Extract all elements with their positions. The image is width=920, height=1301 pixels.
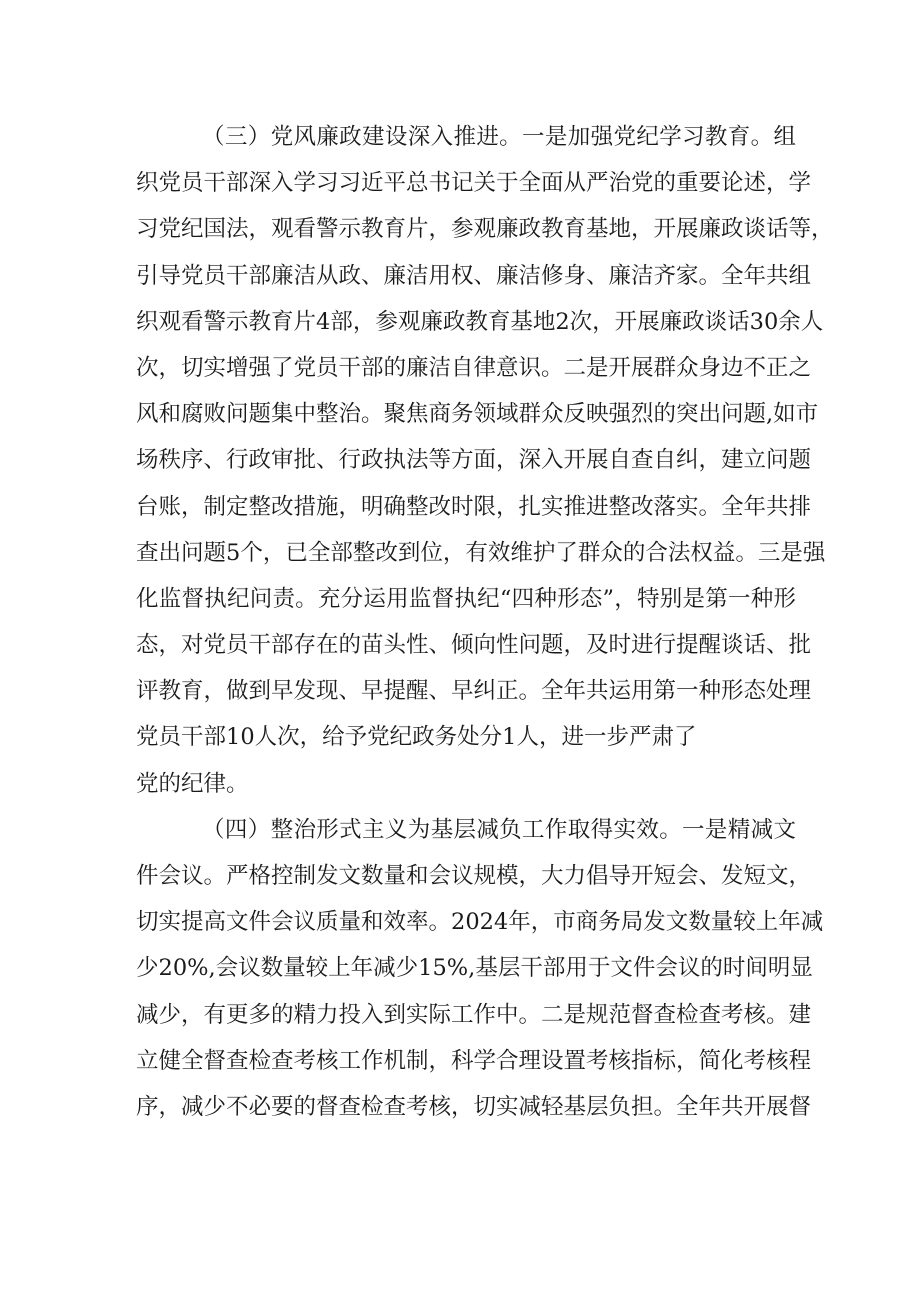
paragraph-line: 场秩序、行政审批、行政执法等方面，深入开展自查自纠，建立问题 xyxy=(136,447,812,474)
paragraph-line: （三）党风廉政建设深入推进。一是加强党纪学习教育。组 xyxy=(202,124,796,150)
document-body xyxy=(136,114,834,1130)
paragraph-line: 少20%,会议数量较上年减少15%,基层干部用于文件会议的时间明显 xyxy=(136,955,813,982)
paragraph-line: 查出问题5个，已全部整改到位，有效维护了群众的合法权益。三是强 xyxy=(136,539,826,566)
paragraph-line: 引导党员干部廉洁从政、廉洁用权、廉洁修身、廉洁齐家。全年共组 xyxy=(136,262,812,289)
paragraph-line: 化监督执纪问责。充分运用监督执纪“四种形态”，特别是第一种形 xyxy=(136,585,796,612)
paragraph-line: 次，切实增强了党员干部的廉洁自律意识。二是开展群众身边不正之 xyxy=(136,354,812,381)
paragraph-line: 习党纪国法，观看警示教育片，参观廉政教育基地，开展廉政谈话等， xyxy=(136,216,834,243)
paragraph-line: 织党员干部深入学习习近平总书记关于全面从严治党的重要论述，学 xyxy=(136,170,812,197)
paragraph-line: 立健全督查检查考核工作机制，科学合理设置考核指标，简化考核程 xyxy=(136,1047,812,1074)
paragraph-line: 评教育，做到早发现、早提醒、早纠正。全年共运用第一种形态处理 xyxy=(136,678,812,705)
paragraph-line: 序，减少不必要的督查检查考核，切实减轻基层负担。全年共开展督 xyxy=(136,1093,812,1120)
paragraph-line: 减少，有更多的精力投入到实际工作中。二是规范督查检查考核。建 xyxy=(136,1001,812,1028)
paragraph-line: 台账，制定整改措施，明确整改时限，扎实推进整改落实。全年共排 xyxy=(136,493,812,520)
paragraph-line: 态，对党员干部存在的苗头性、倾向性问题，及时进行提醒谈话、批 xyxy=(136,632,812,659)
paragraph-line: 切实提高文件会议质量和效率。2024年，市商务局发文数量较上年减 xyxy=(136,909,824,936)
paragraph-line: 风和腐败问题集中整治。聚焦商务领域群众反映强烈的突出问题,如市 xyxy=(136,401,819,428)
paragraph-line: 织观看警示教育片4部，参观廉政教育基地2次，开展廉政谈话30余人 xyxy=(136,308,824,335)
paragraph-line: 党的纪律。 xyxy=(136,770,249,797)
paragraph-section-four xyxy=(136,807,824,1130)
paragraph-section-three xyxy=(136,114,834,807)
paragraph-line: （四）整治形式主义为基层减负工作取得实效。一是精减文 xyxy=(202,816,796,843)
paragraph-line: 党员干部10人次，给予党纪政务处分1人，进一步严肃了 xyxy=(136,724,697,751)
paragraph-line: 件会议。严格控制发文数量和会议规模，大力倡导开短会、发短文， xyxy=(136,863,812,889)
